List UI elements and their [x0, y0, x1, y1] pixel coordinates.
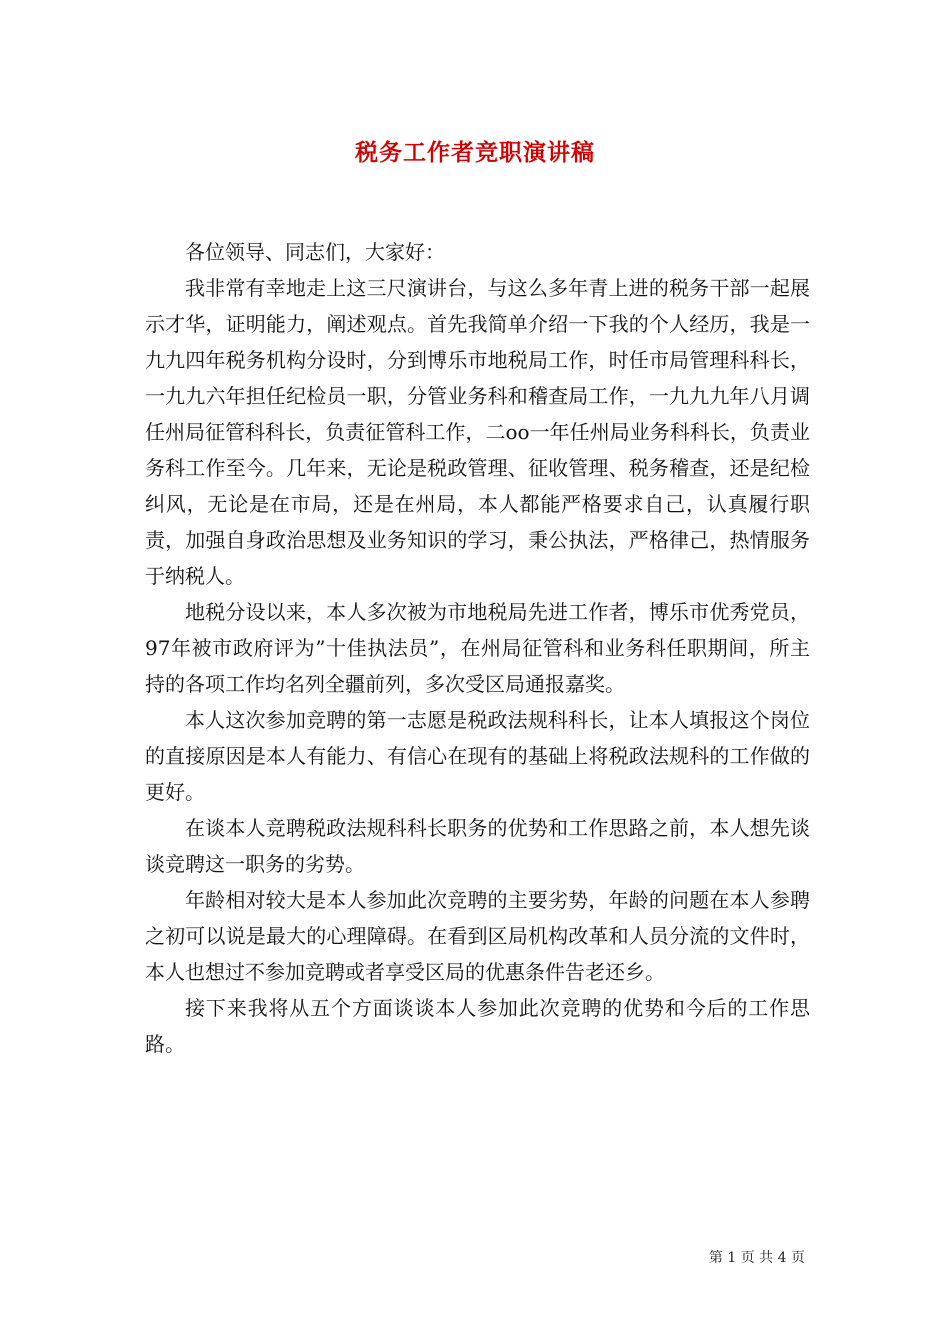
paragraph: 年龄相对较大是本人参加此次竞聘的主要劣势，年龄的问题在本人参聘之初可以说是最大的心理障碍。在看到区局机构改革和人员分流的文件时，本人也想过不参加竞聘或者享受区局的优惠条件告老还乡。	[145, 888, 810, 984]
paragraph: 我非常有幸地走上这三尺演讲台，与这么多年青上进的税务干部一起展示才华，证明能力，阐述观点。首先我简单介绍一下我的个人经历，我是一九九四年税务机构分设时，分到博乐市地税局工作，时任市局管理科科长，一九九六年担任纪检员一职，分管业务科和稽查局工作，一九九九年八月调任州局征管科科长，负责征管科工作，二oo一年任州局业务科科长，负责业务科工作至今。几年来，无论是税政管理、征收管理、税务稽查，还是纪检纠风，无论是在市局，还是在州局，本人都能严格要求自己，认真履行职责，加强自身政治思想及业务知识的学习，秉公执法，严格律己，热情服务于纳税人。	[145, 276, 810, 588]
page-number-footer: 第 1 页 共 4 页	[708, 1250, 805, 1266]
paragraph: 地税分设以来，本人多次被为市地税局先进工作者，博乐市优秀党员，97年被市政府评为”十佳执法员”，在州局征管科和业务科任职期间，所主持的各项工作均名列全疆前列，多次受区局通报嘉奖。	[145, 600, 810, 696]
paragraph-greeting: 各位领导、同志们，大家好：	[185, 240, 445, 264]
paragraph: 本人这次参加竞聘的第一志愿是税政法规科科长，让本人填报这个岗位的直接原因是本人有能力、有信心在现有的基础上将税政法规科的工作做的更好。	[145, 708, 810, 804]
document-body	[145, 234, 810, 1062]
document-title: 税务工作者竞职演讲稿	[355, 139, 595, 166]
paragraph: 接下来我将从五个方面谈谈本人参加此次竞聘的优势和今后的工作思路。	[145, 996, 810, 1056]
paragraph: 在谈本人竞聘税政法规科科长职务的优势和工作思路之前，本人想先谈谈竞聘这一职务的劣势。	[145, 816, 810, 876]
